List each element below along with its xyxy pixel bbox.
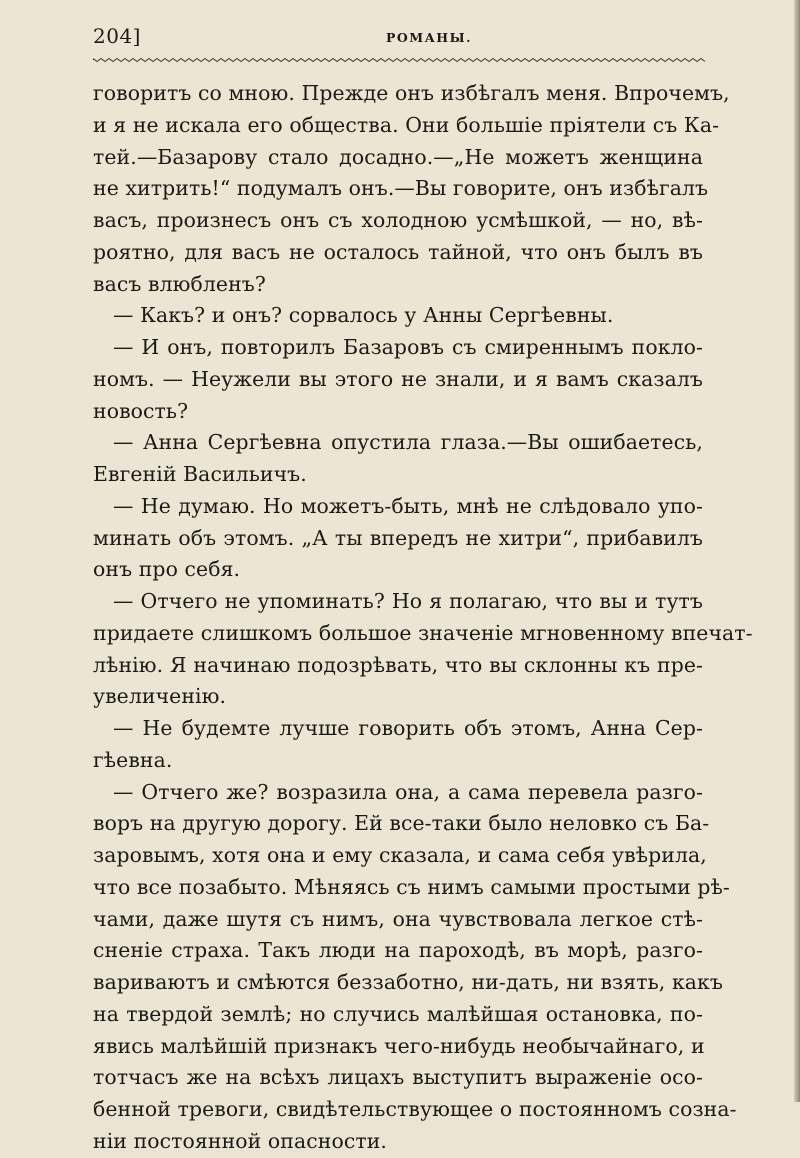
text-line: роятно, для васъ не осталось тайной, что онъ былъ въ xyxy=(93,239,703,264)
text-line: сненіе страха. Такъ люди на пароходѣ, въ морѣ, разго- xyxy=(93,938,703,963)
text-line: — Не будемте лучше говорить объ этомъ, Анна Сер- xyxy=(113,716,703,740)
text-line: тей.—Базарову стало досадно.—„Не можетъ женщина xyxy=(93,144,703,169)
page-number: 204] xyxy=(93,24,141,48)
text-line: — Отчего же? возразила она, а сама перевела разго- xyxy=(113,779,703,804)
page-header xyxy=(93,24,705,54)
text-line: не хитрить!“ подумалъ онъ.—Вы говорите, онъ избѣгалъ xyxy=(93,176,709,201)
text-line: и я не искала его общества. Они большіе пріятели съ Ка- xyxy=(93,112,720,137)
text-line: увеличенію. xyxy=(93,684,227,709)
text-line: — Какъ? и онъ? сорвалось у Анны Сергѣевны. xyxy=(113,303,614,328)
text-line: что все позабыто. Мѣняясь съ нимъ самыми простыми рѣ- xyxy=(93,874,730,899)
text-line: гѣевна. xyxy=(93,747,173,772)
text-line: воръ на другую дорогу. Ей все-таки было неловко съ Ба- xyxy=(93,811,710,836)
text-line: бенной тревоги, свидѣтельствующее о постоянномъ созна- xyxy=(93,1097,737,1121)
text-line: тотчасъ же на всѣхъ лицахъ выступитъ выраженіе осо- xyxy=(93,1065,703,1090)
text-line: лѣнію. Я начинаю подозрѣвать, что вы склонны къ пре- xyxy=(93,652,703,677)
text-line: — Отчего не упоминать? Но я полагаю, что вы и тутъ xyxy=(113,589,703,613)
running-title: РОМАНЫ. xyxy=(386,30,472,45)
text-line: заровымъ, хотя она и ему сказала, и сама себя увѣрила, xyxy=(93,843,707,867)
text-line: номъ. — Неужели вы этого не знали, и я вамъ сказалъ xyxy=(93,366,703,391)
text-line: — Анна Сергѣевна опустила глаза.—Вы ошибаетесь, xyxy=(113,430,703,455)
text-line: — И онъ, повторилъ Базаровъ съ смиреннымъ покло- xyxy=(113,335,703,359)
text-line: придаете слишкомъ большое значеніе мгновенному впечат- xyxy=(93,620,753,645)
text-line: чами, даже шутя съ нимъ, она чувствовала легкое стѣ- xyxy=(93,906,703,931)
page-edge xyxy=(794,0,800,1102)
text-line: новость? xyxy=(93,398,189,423)
text-line: вариваютъ и смѣются беззаботно, ни-дать, ни взять, какъ xyxy=(93,970,723,994)
text-line: онъ про себя. xyxy=(93,557,241,582)
text-line: говоритъ со мною. Прежде онъ избѣгалъ меня. Впрочемъ, xyxy=(93,81,730,105)
body-text xyxy=(93,78,753,1158)
text-line: — Не думаю. Но можетъ-быть, мнѣ не слѣдовало упо- xyxy=(113,493,703,518)
text-line: явись малѣйшій признакъ чего-нибудь необычайнаго, и xyxy=(93,1033,705,1058)
text-line: ніи постоянной опасности. xyxy=(93,1128,388,1153)
text-line: васъ, произнесъ онъ съ холодною усмѣшкой, — но, вѣ- xyxy=(93,208,703,232)
text-line: минать объ этомъ. „А ты впередъ не хитри“, прибавилъ xyxy=(93,525,703,550)
header-wavy-rule xyxy=(93,56,705,64)
text-line: васъ влюбленъ? xyxy=(93,271,266,296)
text-line: на твердой землѣ; но случись малѣйшая остановка, по- xyxy=(93,1001,703,1026)
text-line: Евгеній Васильичъ. xyxy=(93,462,307,486)
